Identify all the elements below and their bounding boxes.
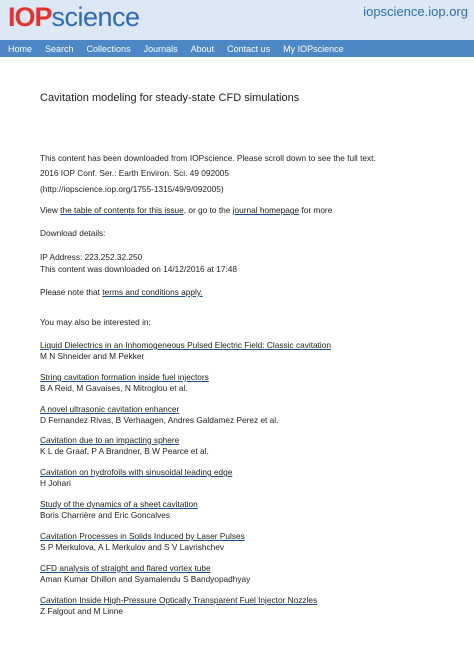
view-line bbox=[40, 205, 332, 216]
related-article-link[interactable]: Study of the dynamics of a sheet cavitation bbox=[40, 499, 198, 509]
downloaded-on: This content was downloaded on 14/12/2016 at 17:48 bbox=[40, 264, 237, 274]
related-item bbox=[40, 563, 250, 585]
view-prefix: View bbox=[40, 205, 58, 215]
related-item bbox=[40, 435, 209, 457]
terms-prefix: Please note that bbox=[40, 287, 100, 297]
related-item bbox=[40, 531, 245, 553]
citation: 2016 IOP Conf. Ser.: Earth Environ. Sci. 49 092005 bbox=[40, 168, 229, 178]
related-article-link[interactable]: CFD analysis of straight and flared vortex tube bbox=[40, 563, 211, 573]
related-article-link[interactable]: A novel ultrasonic cavitation enhancer bbox=[40, 404, 180, 414]
related-item bbox=[40, 499, 198, 521]
related-item bbox=[40, 595, 317, 617]
related-article-link[interactable]: Liquid Dielectrics in an Inhomogeneous Pulsed Electric Field: Classic cavitation bbox=[40, 340, 331, 350]
terms-line bbox=[40, 287, 203, 298]
nav-search[interactable]: Search bbox=[45, 43, 74, 54]
nav-collections[interactable]: Collections bbox=[86, 43, 131, 54]
related-article-link[interactable]: Cavitation on hydrofoils with sinusoidal leading edge bbox=[40, 467, 233, 477]
related-authors: K L de Graaf, P A Brandner, B W Pearce et al. bbox=[40, 446, 209, 456]
article-title: Cavitation modeling for steady-state CFD simulations bbox=[40, 92, 300, 104]
related-article-link[interactable]: Cavitation Inside High-Pressure Optically Transparent Fuel Injector Nozzles bbox=[40, 595, 318, 605]
view-suffix: for more bbox=[301, 205, 333, 215]
site-header bbox=[0, 0, 474, 40]
download-notice: This content has been downloaded from IOPscience. Please scroll down to see the full text. bbox=[40, 153, 376, 163]
related-article-link[interactable]: Cavitation Processes in Solids Induced by Laser Pulses bbox=[40, 531, 245, 541]
terms-link[interactable]: terms and conditions apply. bbox=[102, 287, 203, 297]
related-item bbox=[40, 404, 278, 426]
toc-link[interactable]: the table of contents for this issue bbox=[60, 205, 184, 215]
related-authors: H Johari bbox=[40, 478, 71, 488]
journal-homepage-link[interactable]: journal homepage bbox=[232, 205, 300, 215]
nav-my-iopscience[interactable]: My IOPscience bbox=[283, 43, 344, 54]
ip-address: IP Address: 223.252.32.250 bbox=[40, 252, 143, 262]
main-nav bbox=[0, 40, 474, 57]
view-middle: , or go to the bbox=[183, 205, 231, 215]
nav-home[interactable]: Home bbox=[8, 43, 33, 54]
related-authors: M N Shneider and M Pekker bbox=[40, 351, 145, 361]
download-details-heading: Download details: bbox=[40, 228, 106, 238]
related-item bbox=[40, 340, 331, 362]
related-item bbox=[40, 467, 232, 489]
related-authors: B A Reid, M Gavaises, N Mitroglou et al. bbox=[40, 383, 188, 393]
interested-heading: You may also be interested in: bbox=[40, 317, 151, 327]
related-authors: Aman Kumar Dhillon and Syamalendu S Bandyopadhyay bbox=[40, 574, 251, 584]
related-article-link[interactable]: String cavitation formation inside fuel injectors bbox=[40, 372, 209, 382]
nav-journals[interactable]: Journals bbox=[143, 43, 178, 54]
related-authors: S P Merkulova, A L Merkulov and S V Lavrishchev bbox=[40, 542, 225, 552]
related-authors: Z Falgout and M Linne bbox=[40, 606, 124, 616]
related-item bbox=[40, 372, 209, 394]
related-authors: D Fernandez Rivas, B Verhaagen, Andres Galdamez Perez et al. bbox=[40, 415, 279, 425]
logo-iop-text: IOP bbox=[8, 2, 52, 32]
related-article-link[interactable]: Cavitation due to an impacting sphere bbox=[40, 435, 180, 445]
nav-contact-us[interactable]: Contact us bbox=[227, 43, 271, 54]
doi-url: (http://iopscience.iop.org/1755-1315/49/9/092005) bbox=[40, 184, 224, 194]
nav-about[interactable]: About bbox=[190, 43, 215, 54]
related-authors: Boris Charrière and Eric Goncalves bbox=[40, 510, 171, 520]
iopscience-logo[interactable] bbox=[8, 2, 140, 36]
site-url-link[interactable]: iopscience.iop.org bbox=[363, 4, 468, 19]
logo-science-text: science bbox=[51, 2, 140, 32]
